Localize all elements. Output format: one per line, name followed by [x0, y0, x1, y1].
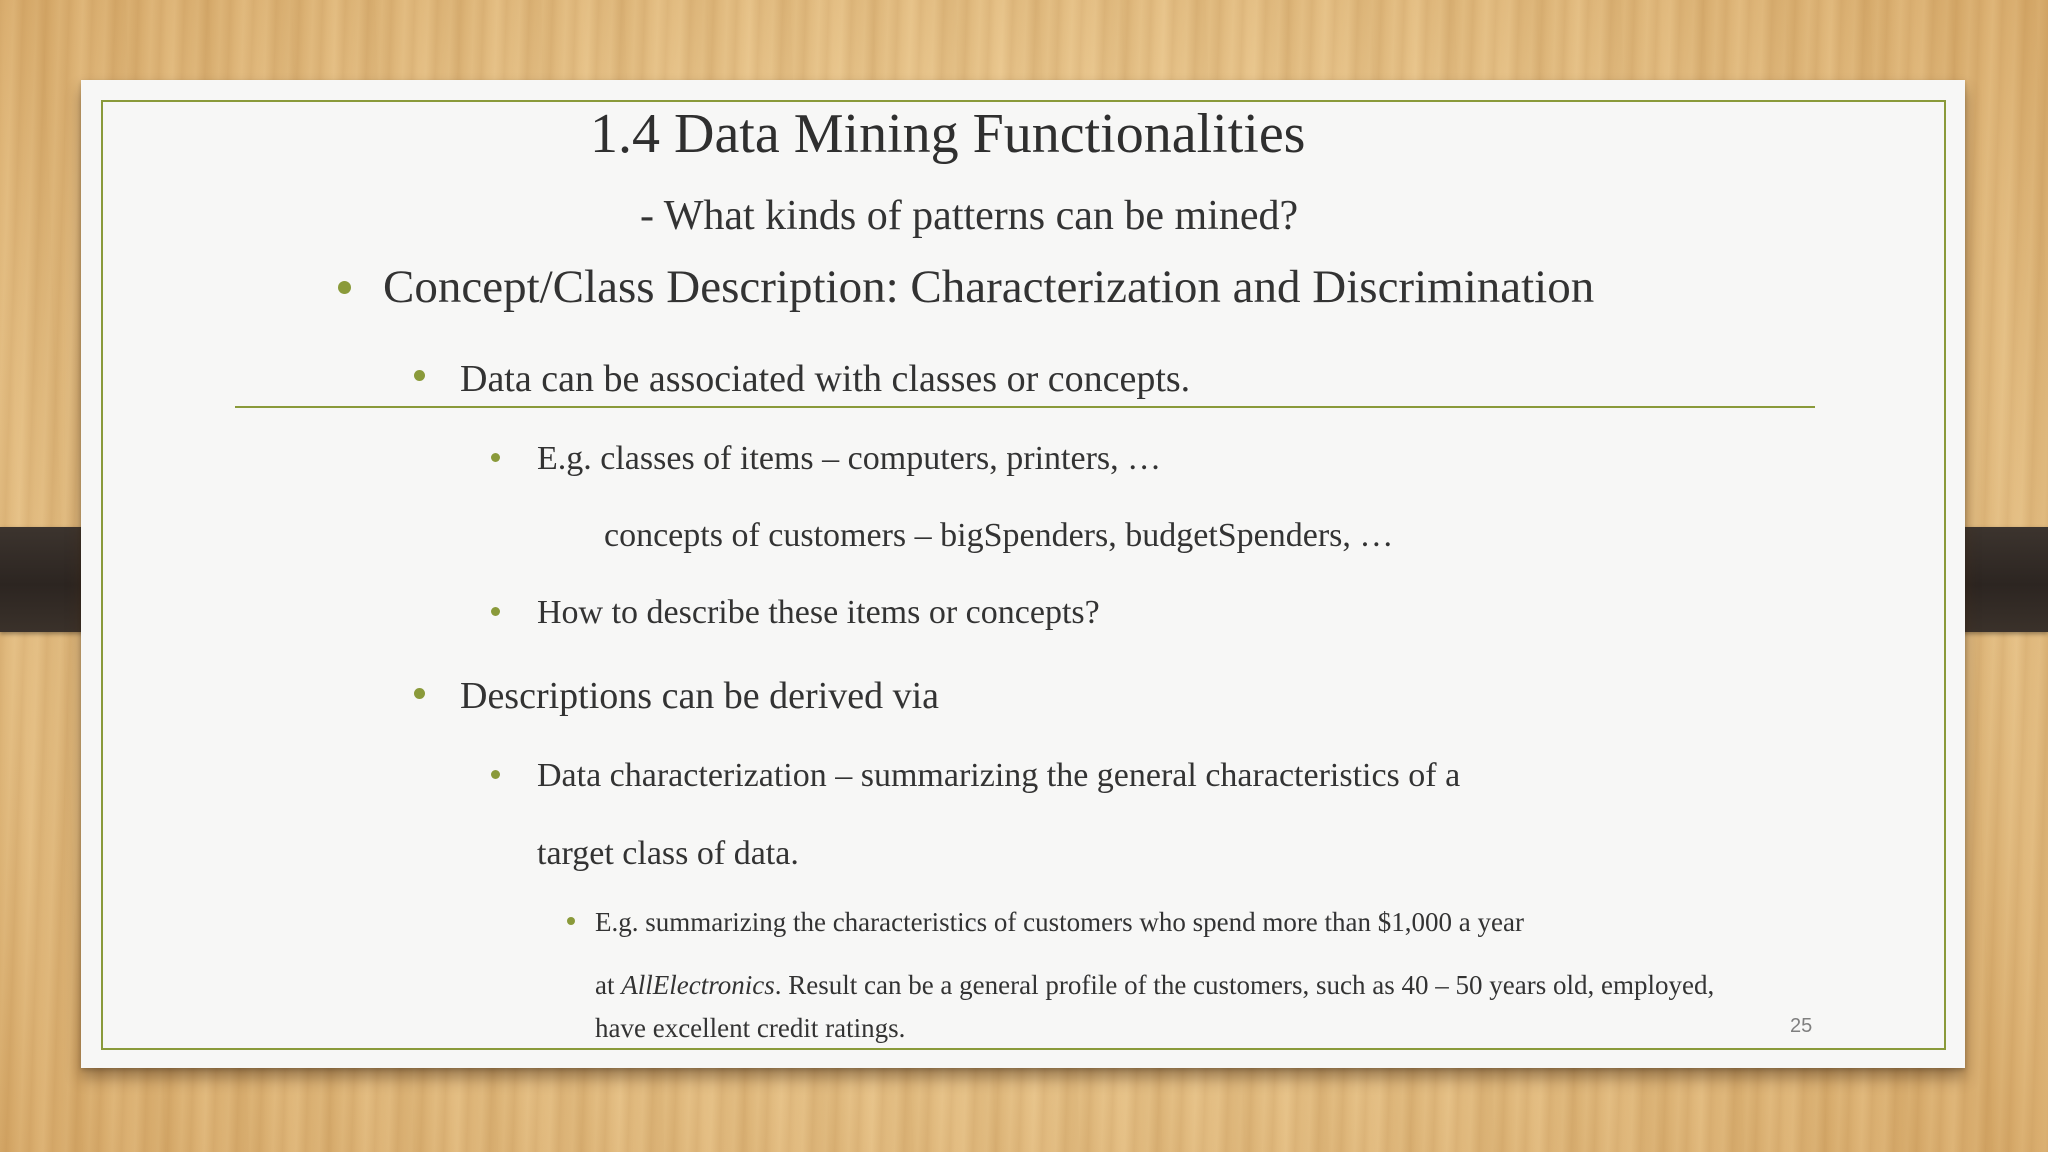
company-name-italic: AllElectronics — [621, 970, 775, 1000]
bullet-concepts-continuation: concepts of customers – bigSpenders, budgetSpenders, … — [604, 517, 1394, 554]
text-result-profile: . Result can be a general profile of the customers, such as 40 – 50 years old, employed, — [774, 970, 1715, 1000]
bullet-characterization-continuation: target class of data. — [537, 835, 799, 872]
bullet-dot — [414, 370, 425, 381]
text-at: at — [595, 970, 622, 1000]
slide-subtitle: - What kinds of patterns can be mined? — [640, 193, 1299, 239]
bullet-data-characterization: Data characterization – summarizing the general characteristics of a — [537, 757, 1461, 794]
bullet-eg-summarizing: E.g. summarizing the characteristics of customers who spend more than $1,000 a year — [595, 907, 1524, 937]
bullet-data-associated: Data can be associated with classes or concepts. — [460, 358, 1191, 400]
bullet-descriptions-derived: Descriptions can be derived via — [460, 675, 940, 717]
bullet-summarizing-last-line: have excellent credit ratings. — [595, 1013, 906, 1043]
bullet-summarizing-continuation — [595, 970, 1714, 1001]
bullet-eg-classes: E.g. classes of items – computers, printers, … — [537, 440, 1162, 477]
bullet-dot — [567, 917, 575, 925]
page-number: 25 — [1790, 1015, 1813, 1037]
bullet-how-to-describe: How to describe these items or concepts? — [537, 594, 1100, 631]
bullet-dot — [491, 453, 500, 462]
divider-line — [235, 406, 1815, 408]
bullet-dot — [338, 281, 351, 294]
bullet-concept-class: Concept/Class Description: Characterization and Discrimination — [383, 261, 1595, 313]
bullet-dot — [491, 770, 500, 779]
bullet-dot — [491, 607, 500, 616]
slide-title: 1.4 Data Mining Functionalities — [590, 103, 1306, 165]
bullet-dot — [414, 688, 425, 699]
